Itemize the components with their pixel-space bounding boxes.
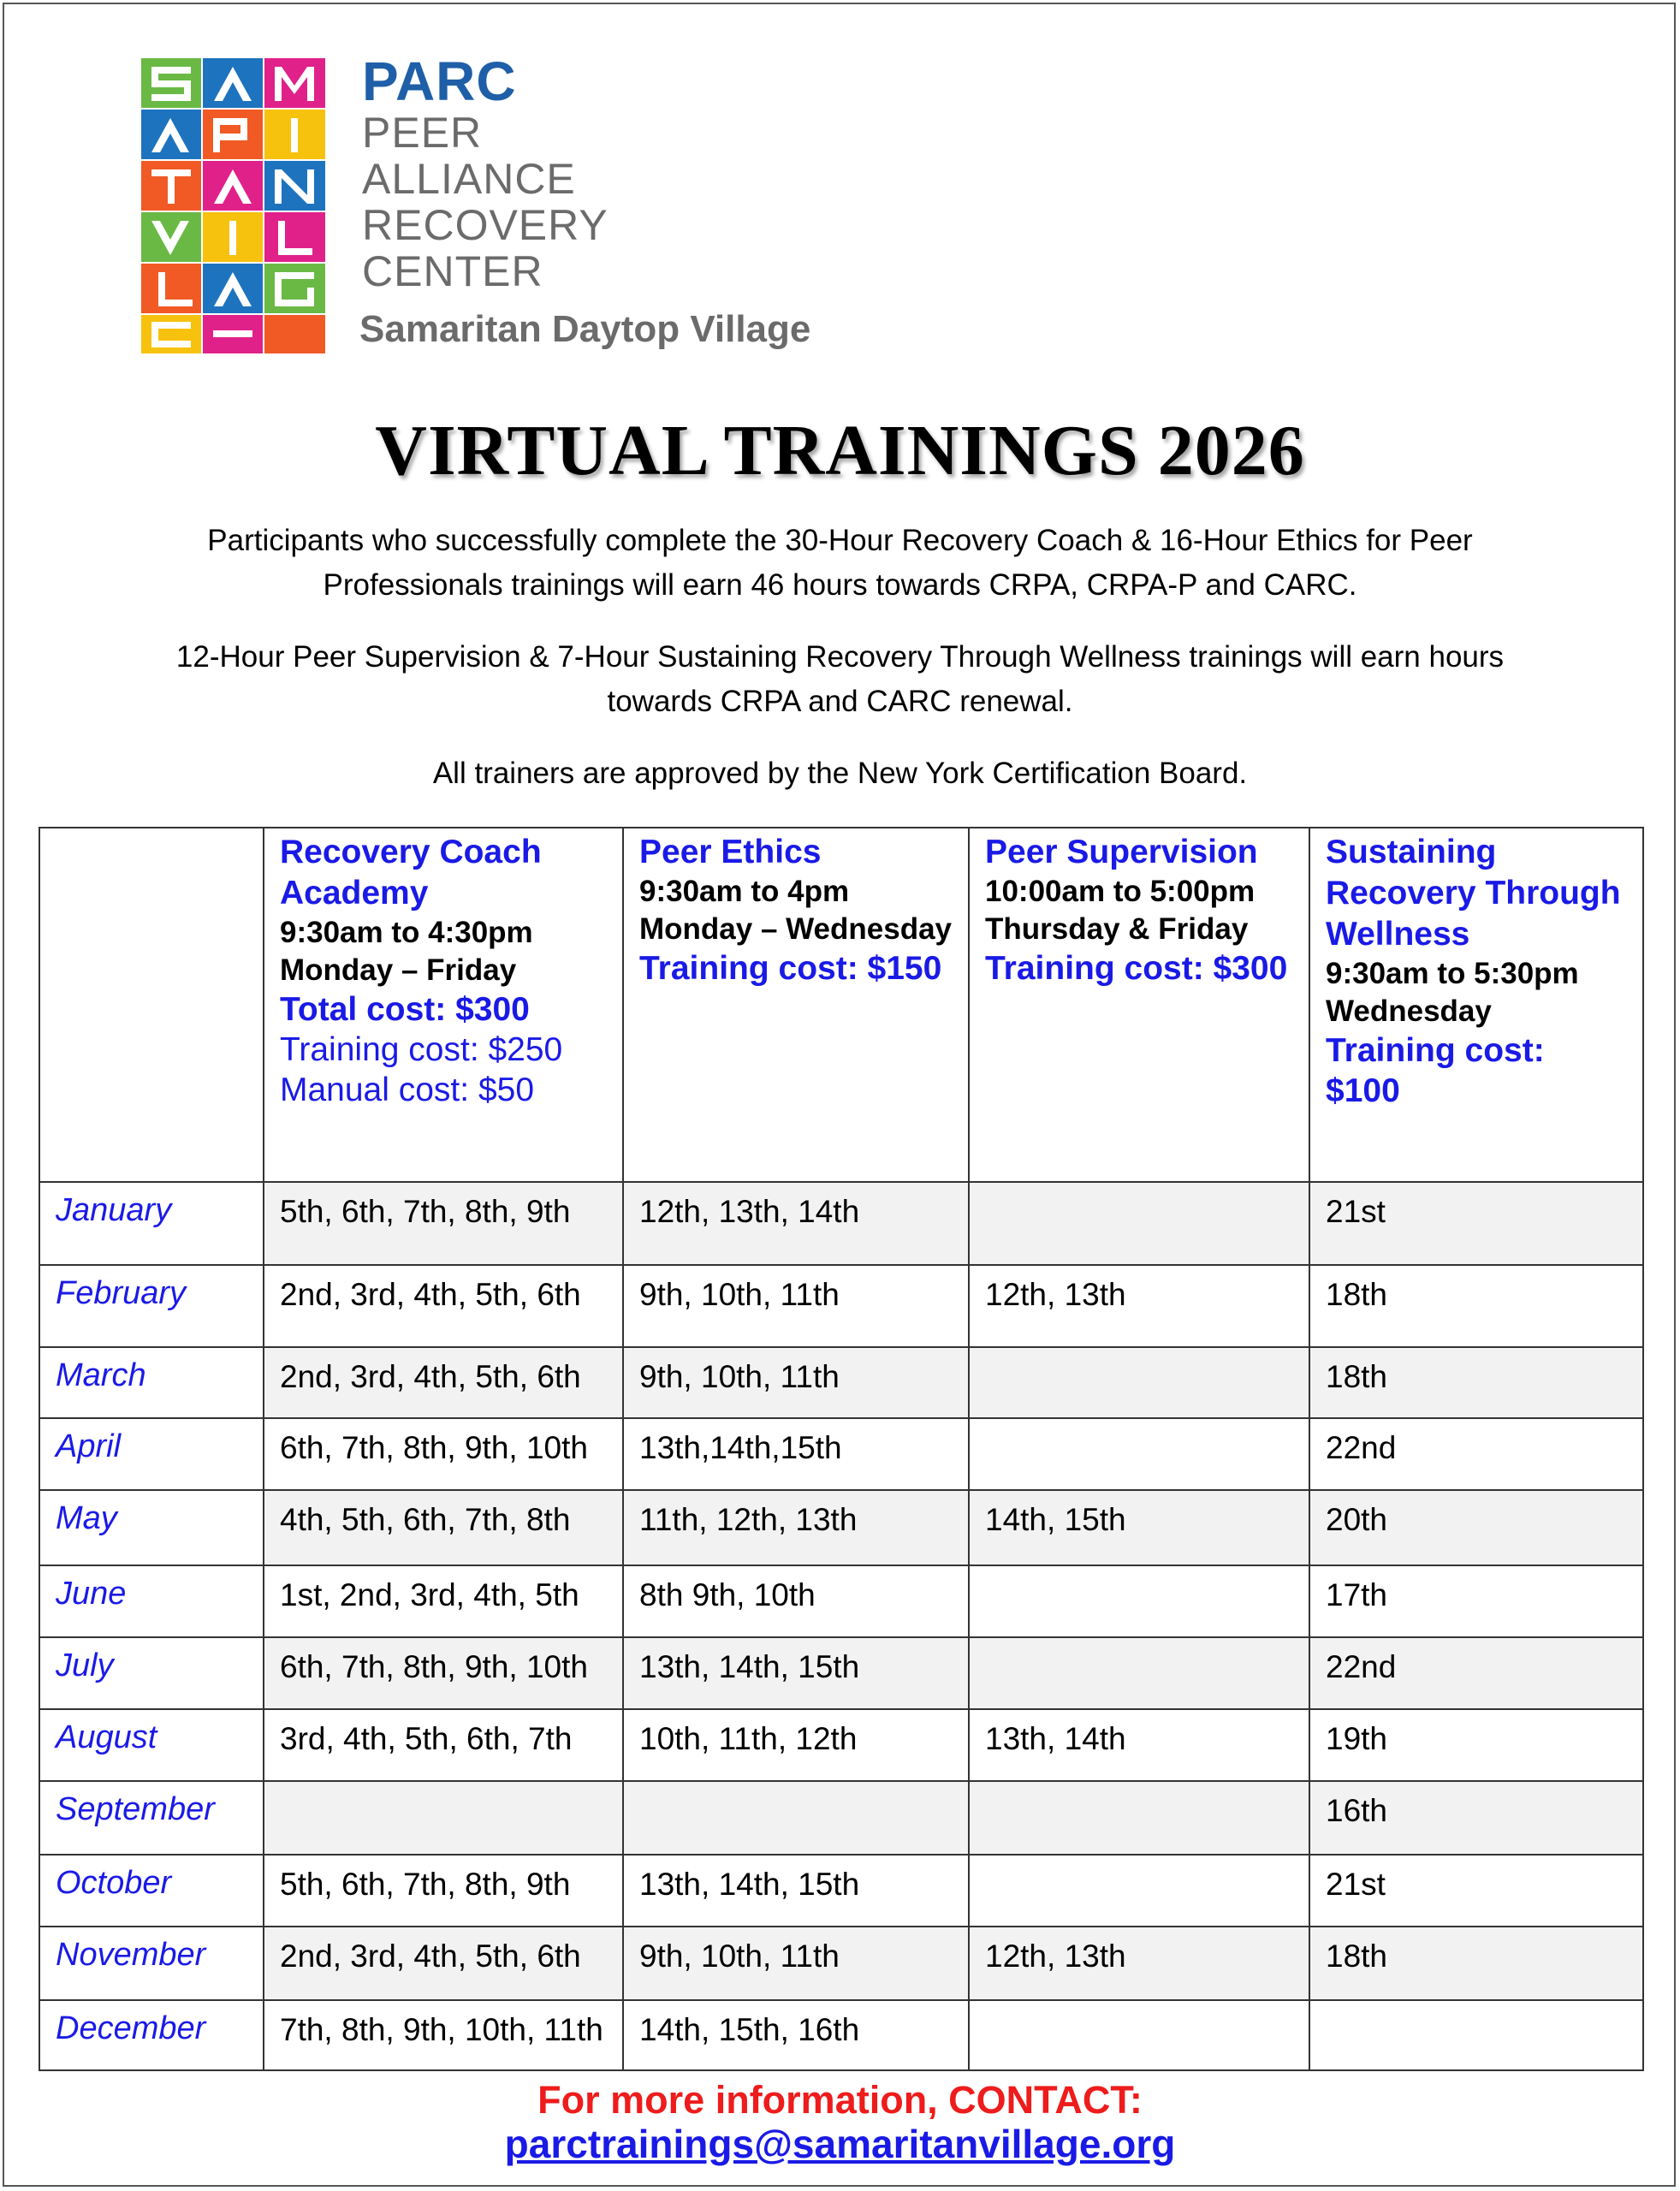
- month-cell: March: [39, 1347, 264, 1418]
- peer-ethics-dates: 9th, 10th, 11th: [623, 1927, 969, 2000]
- column-days: Monday – Friday: [280, 953, 517, 987]
- header-sustaining-recovery: [1309, 828, 1643, 1182]
- peer-supervision-dates: 12th, 13th: [969, 1265, 1309, 1347]
- column-training-cost: Training cost: $250: [280, 1031, 563, 1068]
- recovery-coach-dates: [264, 1781, 623, 1855]
- table-row: [39, 1265, 1643, 1347]
- table-row: [39, 1182, 1643, 1265]
- peer-ethics-dates: 14th, 15th, 16th: [623, 2000, 969, 2070]
- wellness-dates: [1309, 2000, 1643, 2070]
- peer-ethics-dates: 13th,14th,15th: [623, 1418, 969, 1490]
- recovery-coach-dates: 4th, 5th, 6th, 7th, 8th: [264, 1490, 623, 1565]
- parc-line-alliance: ALLIANCE: [362, 155, 576, 203]
- peer-supervision-dates: 12th, 13th: [969, 1927, 1309, 2000]
- peer-ethics-dates: 11th, 12th, 13th: [623, 1490, 969, 1565]
- parc-acronym: PARC: [362, 50, 517, 112]
- training-schedule-table: [39, 827, 1644, 2071]
- recovery-coach-dates: 5th, 6th, 7th, 8th, 9th: [264, 1855, 623, 1927]
- table-row: [39, 1490, 1643, 1565]
- column-manual-cost: Manual cost: $50: [280, 1072, 535, 1108]
- month-cell: January: [39, 1182, 264, 1265]
- recovery-coach-dates: 2nd, 3rd, 4th, 5th, 6th: [264, 1927, 623, 2000]
- peer-supervision-dates: [969, 1637, 1309, 1709]
- column-cost: Training cost: $300: [985, 950, 1288, 987]
- peer-ethics-dates: [623, 1781, 969, 1855]
- wellness-dates: 18th: [1309, 1927, 1643, 2000]
- column-days: Thursday & Friday: [985, 912, 1249, 946]
- table-row: [39, 1709, 1643, 1781]
- peer-ethics-dates: 8th 9th, 10th: [623, 1565, 969, 1637]
- peer-supervision-dates: 13th, 14th: [969, 1709, 1309, 1781]
- intro-paragraph-2: 12-Hour Peer Supervision & 7-Hour Sustaining Recovery Through Wellness trainings will earn hours towards CRPA and CARC renewal.: [175, 640, 1505, 718]
- column-title: Peer Ethics: [639, 834, 822, 870]
- wellness-dates: 20th: [1309, 1490, 1643, 1565]
- organization-name: Samaritan Daytop Village: [359, 308, 811, 350]
- column-time: 9:30am to 4pm: [639, 875, 850, 908]
- peer-supervision-dates: [969, 1781, 1309, 1855]
- peer-supervision-dates: 14th, 15th: [969, 1490, 1309, 1565]
- parc-line-center: CENTER: [362, 247, 543, 295]
- month-cell: April: [39, 1418, 264, 1490]
- peer-supervision-dates: [969, 1855, 1309, 1927]
- month-cell: September: [39, 1781, 264, 1855]
- month-cell: July: [39, 1637, 264, 1709]
- parc-line-peer: PEER: [362, 109, 483, 157]
- header-recovery-coach: [264, 828, 623, 1182]
- month-cell: May: [39, 1490, 264, 1565]
- column-cost: Training cost: $100: [1326, 1032, 1545, 1109]
- recovery-coach-dates: 2nd, 3rd, 4th, 5th, 6th: [264, 1265, 623, 1347]
- peer-supervision-dates: [969, 2000, 1309, 2070]
- table-row: [39, 1855, 1643, 1927]
- header-peer-ethics: [623, 828, 969, 1182]
- recovery-coach-dates: 2nd, 3rd, 4th, 5th, 6th: [264, 1347, 623, 1418]
- month-cell: November: [39, 1927, 264, 2000]
- wellness-dates: 22nd: [1309, 1637, 1643, 1709]
- page-title: VIRTUAL TRAININGS 2026: [375, 411, 1305, 490]
- wellness-dates: 22nd: [1309, 1418, 1643, 1490]
- table-row: [39, 1347, 1643, 1418]
- peer-supervision-dates: [969, 1418, 1309, 1490]
- table-row: [39, 1781, 1643, 1855]
- peer-ethics-dates: 9th, 10th, 11th: [623, 1265, 969, 1347]
- recovery-coach-dates: 6th, 7th, 8th, 9th, 10th: [264, 1637, 623, 1709]
- column-days: Monday – Wednesday: [639, 912, 953, 946]
- contact-email-link[interactable]: parctrainings@samaritanvillage.org: [504, 2122, 1176, 2166]
- contact-label: For more information, CONTACT:: [537, 2078, 1143, 2122]
- column-title: Recovery Coach Academy: [280, 834, 542, 911]
- table-row: [39, 1637, 1643, 1709]
- table-row: [39, 1565, 1643, 1637]
- peer-supervision-dates: [969, 1565, 1309, 1637]
- month-cell: February: [39, 1265, 264, 1347]
- wellness-dates: 16th: [1309, 1781, 1643, 1855]
- recovery-coach-dates: 3rd, 4th, 5th, 6th, 7th: [264, 1709, 623, 1781]
- wellness-dates: 17th: [1309, 1565, 1643, 1637]
- column-cost: Total cost: $300: [280, 991, 530, 1028]
- column-time: 9:30am to 4:30pm: [280, 916, 533, 949]
- wellness-dates: 21st: [1309, 1182, 1643, 1265]
- recovery-coach-dates: 7th, 8th, 9th, 10th, 11th: [264, 2000, 623, 2070]
- peer-ethics-dates: 13th, 14th, 15th: [623, 1637, 969, 1709]
- table-header-row: [39, 828, 1643, 1182]
- column-time: 10:00am to 5:00pm: [985, 875, 1256, 908]
- header-month-cell: [39, 828, 264, 1182]
- column-title: Sustaining Recovery Through Wellness: [1326, 834, 1621, 953]
- table-row: [39, 2000, 1643, 2070]
- month-cell: August: [39, 1709, 264, 1781]
- wellness-dates: 18th: [1309, 1265, 1643, 1347]
- table-row: [39, 1418, 1643, 1490]
- recovery-coach-dates: 5th, 6th, 7th, 8th, 9th: [264, 1182, 623, 1265]
- column-days: Wednesday: [1326, 995, 1492, 1028]
- month-cell: December: [39, 2000, 264, 2070]
- peer-ethics-dates: 10th, 11th, 12th: [623, 1709, 969, 1781]
- table-row: [39, 1927, 1643, 2000]
- parc-line-recovery: RECOVERY: [362, 201, 608, 249]
- month-cell: October: [39, 1855, 264, 1927]
- peer-supervision-dates: [969, 1182, 1309, 1265]
- recovery-coach-dates: 6th, 7th, 8th, 9th, 10th: [264, 1418, 623, 1490]
- recovery-coach-dates: 1st, 2nd, 3rd, 4th, 5th: [264, 1565, 623, 1637]
- wellness-dates: 19th: [1309, 1709, 1643, 1781]
- intro-paragraph-3: All trainers are approved by the New York Certification Board.: [432, 757, 1248, 790]
- peer-ethics-dates: 9th, 10th, 11th: [623, 1347, 969, 1418]
- wellness-dates: 18th: [1309, 1347, 1643, 1418]
- peer-ethics-dates: 13th, 14th, 15th: [623, 1855, 969, 1927]
- column-cost: Training cost: $150: [639, 950, 942, 987]
- intro-paragraph-1: Participants who successfully complete the 30-Hour Recovery Coach & 16-Hour Ethics for Peer Professionals trainings will earn 46 hours towards CRPA, CRPA-P and CARC.: [207, 524, 1473, 602]
- samaritan-village-logo-mosaic: [141, 58, 325, 353]
- peer-supervision-dates: [969, 1347, 1309, 1418]
- month-cell: June: [39, 1565, 264, 1637]
- wellness-dates: 21st: [1309, 1855, 1643, 1927]
- column-title: Peer Supervision: [985, 834, 1258, 870]
- peer-ethics-dates: 12th, 13th, 14th: [623, 1182, 969, 1265]
- header-peer-supervision: [969, 828, 1309, 1182]
- column-time: 9:30am to 5:30pm: [1326, 957, 1579, 990]
